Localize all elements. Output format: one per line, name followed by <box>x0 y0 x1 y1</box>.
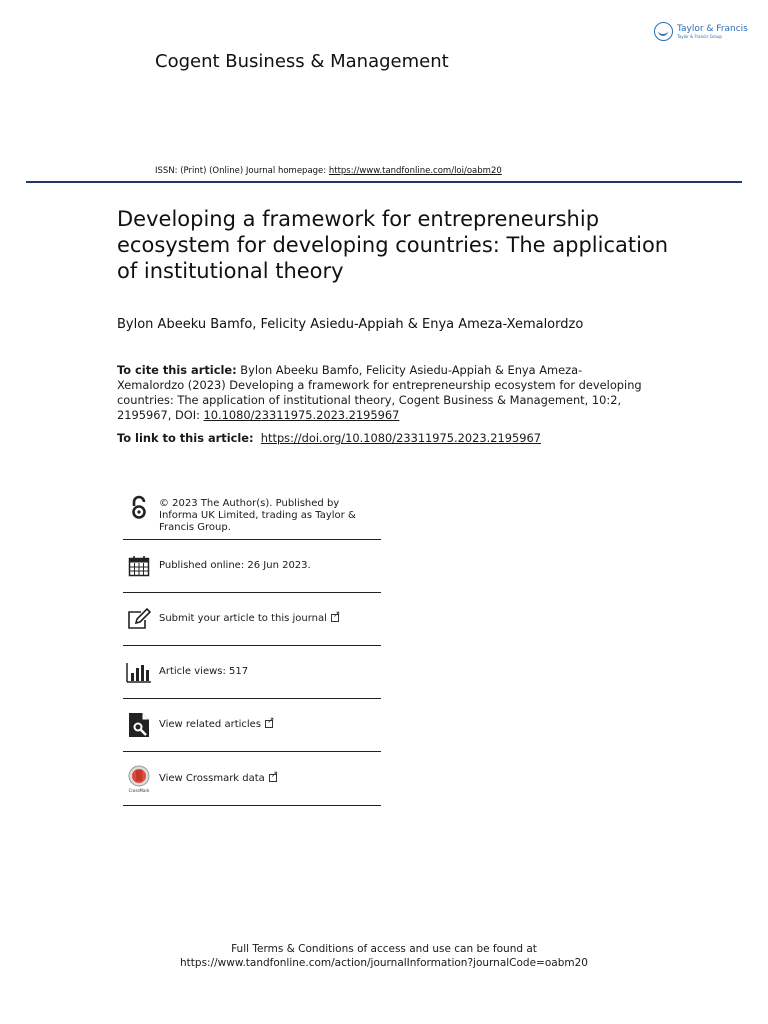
journal-homepage-link[interactable]: https://www.tandfonline.com/loi/oabm20 <box>328 166 502 176</box>
article-title: Developing a framework for entrepreneurship ecosystem for developing countries: The application of institutional theory <box>117 207 669 283</box>
article-views: Article views: 517 <box>159 666 249 677</box>
cite-text: Bylon Abeeku Bamfo, Felicity Asiedu-Appiah & Enya Ameza-Xemalordzo (2023) Developing a framework for entrepreneurship ecosystem for developing countries: The application of institutional theory, Cogent Business & Management, 10:2, 2195967, DOI: <box>117 363 642 422</box>
footer-terms-url[interactable]: https://www.tandfonline.com/action/journalInformation?journalCode=oabm20 <box>180 957 588 969</box>
article-link-line <box>117 431 541 445</box>
svg-text:CrossMark: CrossMark <box>128 787 150 793</box>
crossmark-row[interactable] <box>123 752 381 806</box>
search-doc-icon <box>126 712 152 738</box>
external-link-icon <box>269 774 277 782</box>
journal-title: Cogent Business & Management <box>155 51 449 72</box>
related-articles-link[interactable]: View related articles↗ <box>159 719 273 731</box>
article-authors: Bylon Abeeku Bamfo, Felicity Asiedu-Appiah & Enya Ameza-Xemalordzo <box>117 317 584 332</box>
calendar-icon <box>126 553 152 579</box>
external-link-icon <box>331 614 339 622</box>
footer-terms: Full Terms & Conditions of access and use can be found at <box>231 943 537 955</box>
link-label: To link to this article: <box>117 431 254 445</box>
related-row[interactable] <box>123 699 381 752</box>
cite-doi-link[interactable]: 10.1080/23311975.2023.2195967 <box>203 408 400 422</box>
publisher-sub: Taylor & Francis Group <box>677 33 722 39</box>
edit-icon <box>126 606 152 632</box>
article-info-box <box>123 493 381 806</box>
header-divider <box>26 181 742 183</box>
license-text: © 2023 The Author(s). Published by Informa UK Limited, trading as Taylor & Francis Group. <box>159 498 356 533</box>
crossmark-link[interactable]: View Crossmark data↗ <box>159 773 277 785</box>
license-row <box>123 493 381 540</box>
open-access-icon <box>126 495 152 521</box>
issn-text: ISSN: (Print) (Online) Journal homepage: <box>155 166 329 176</box>
tf-logo-icon <box>654 22 673 41</box>
publisher-logo[interactable] <box>654 22 748 41</box>
article-doi-link[interactable]: https://doi.org/10.1080/23311975.2023.2195967 <box>260 431 542 445</box>
published-row <box>123 540 381 593</box>
citation-block <box>117 363 647 423</box>
issn-line <box>155 166 502 176</box>
submit-article-link[interactable]: Submit your article to this journal↗ <box>159 613 339 625</box>
external-link-icon <box>265 720 273 728</box>
publisher-name: Taylor & Francis <box>677 23 748 34</box>
published-date: Published online: 26 Jun 2023. <box>159 560 311 571</box>
footer <box>0 942 768 970</box>
views-row <box>123 646 381 699</box>
crossmark-icon <box>126 766 152 792</box>
bar-chart-icon <box>126 659 152 685</box>
submit-row[interactable] <box>123 593 381 646</box>
cite-label: To cite this article: <box>117 363 237 377</box>
